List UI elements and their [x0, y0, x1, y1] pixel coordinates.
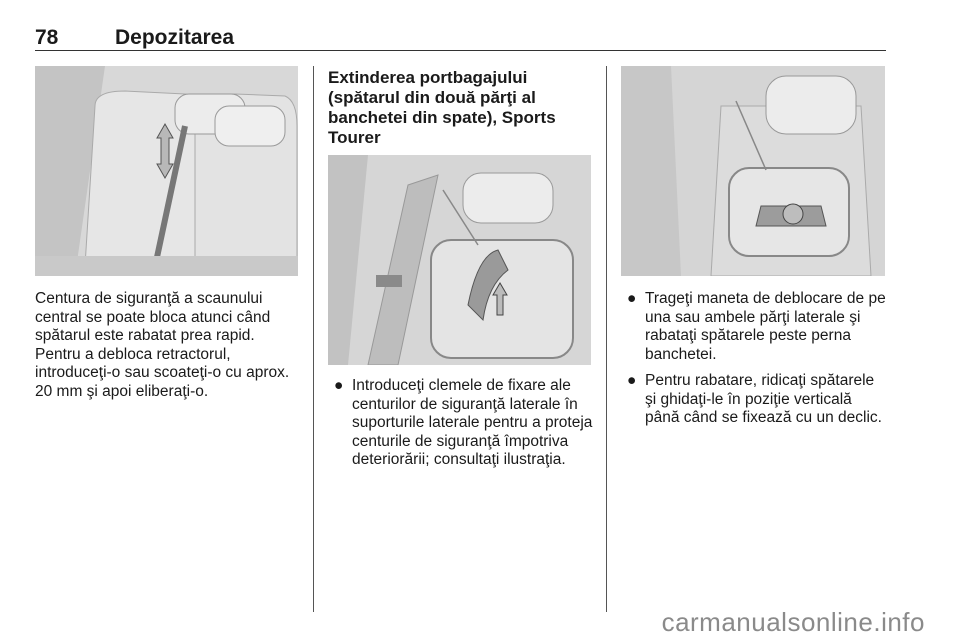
header-rule	[35, 50, 886, 51]
clip-instructions	[328, 377, 593, 478]
bullet-icon: ●	[627, 290, 637, 307]
belt-clip-illustration	[328, 155, 591, 365]
list-item	[328, 377, 593, 470]
bullet-icon: ●	[627, 372, 637, 389]
list-item-text: Pentru rabatare, ridicaţi spătarele şi ghidaţi-le în poziţie verticală până când se fixează cu un declic.	[645, 372, 882, 426]
rear-seat-retractor-illustration	[35, 66, 298, 276]
section-title: Depozitarea	[115, 26, 235, 49]
column-divider	[313, 66, 314, 612]
page-number: 78	[35, 26, 59, 49]
column-divider	[606, 66, 607, 612]
folding-instructions	[621, 290, 889, 436]
list-item	[621, 372, 889, 428]
section-heading: Extinderea portbagajului (spătarul din două părţi al banchetei din spate), Sports Tourer	[328, 68, 556, 147]
bullet-icon: ●	[334, 377, 344, 394]
list-item-text: Introduceţi clemele de fixare ale centurilor de siguranţă laterale în suporturile laterale pentru a proteja centurile de siguranţă împotriva deteriorării; consultaţi ilustraţia.	[352, 377, 593, 468]
list-item-text: Trageţi maneta de deblocare de pe una sau ambele părţi laterale şi rabataţi spătarele peste perna banchetei.	[645, 290, 886, 363]
retractor-description: Centura de siguranţă a scaunului central se poate bloca atunci când spătarul este rabatat prea rapid. Pentru a debloca retractorul, introduceţi-o sau scoateţi-o cu aprox. 20 mm şi apoi eliberaţi-o.	[35, 290, 290, 400]
watermark: carmanualsonline.info	[661, 607, 925, 637]
release-lever-illustration	[621, 66, 885, 276]
list-item	[621, 290, 889, 364]
page-header	[35, 26, 886, 50]
